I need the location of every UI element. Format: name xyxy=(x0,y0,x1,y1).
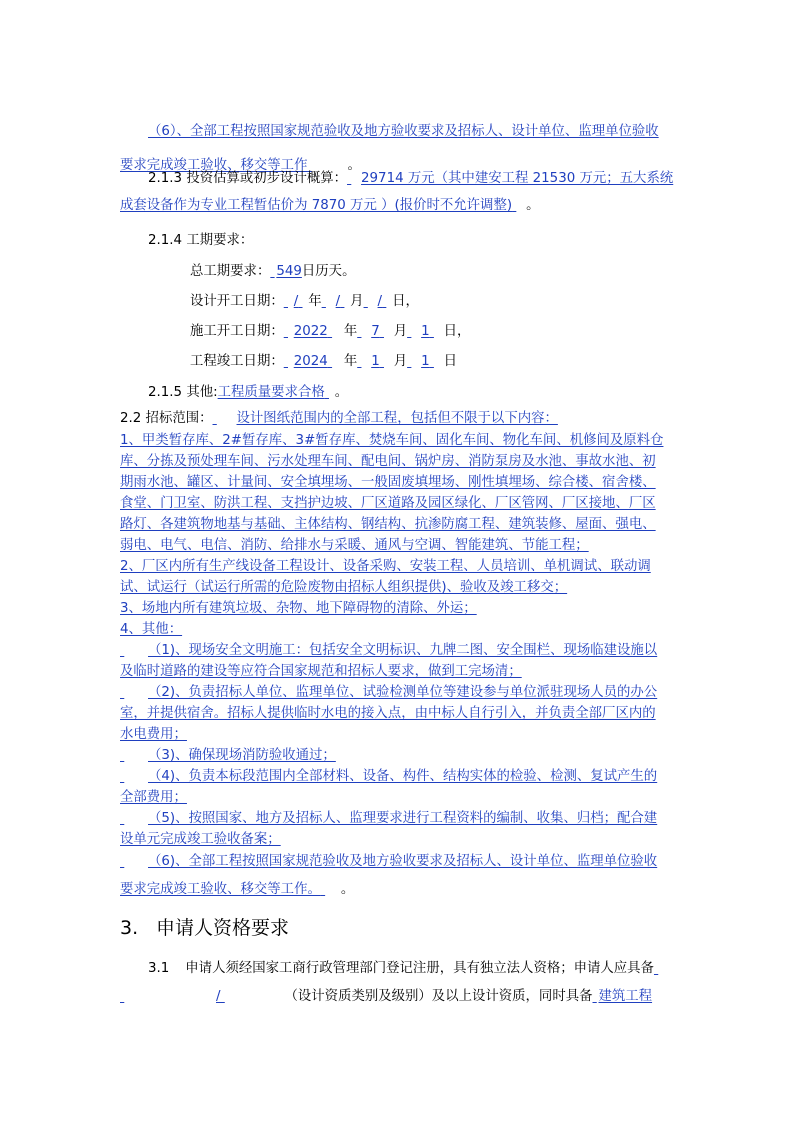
item6-line1: （6）、全部工程按照国家规范验收及地方验收要求及招标人、设计单位、监理单位验收 xyxy=(148,124,659,139)
scope-line-5: 路灯、各建筑物地基与基础、主体结构、钢结构、抗渗防腐工程、建筑装修、屋面、强电、 xyxy=(120,517,656,532)
scope-line-7: 2、厂区内所有生产线设备工程设计、设备采购、安装工程、人员培训、单机调试、联动调 xyxy=(120,559,651,574)
item6-line2: 要求完成竣工验收、移交等工作 。 xyxy=(120,158,361,173)
section-heading xyxy=(120,915,289,941)
scope-line-20: 设单元完成竣工验收备案； xyxy=(120,832,281,847)
scope-label-line: 2.2 招标范围： 设计图纸范围内的全部工程，包括但不限于以下内容： xyxy=(120,411,558,426)
scope-line-9: 3、场地内所有建筑垃圾、杂物、地下障碍物的清除、外运； xyxy=(120,601,477,616)
scope-line-11: （1)、现场安全文明施工：包括安全文明标识、九牌二图、安全围栏、现场临建设施以 xyxy=(148,643,658,658)
scope-line-15: 水电费用； xyxy=(120,727,187,742)
scope-line-13: （2)、负责招标人单位、监理单位、试验检测单位等建设参与单位派驻现场人员的办公 xyxy=(148,685,658,700)
investment-line2: 成套设备作为专业工程暂估价为 7870 万元 ）(报价时不允许调整) 。 xyxy=(120,198,540,213)
investment-line1: 2.1.3 投资估算或初步设计概算： 29714 万元（其中建安工程 21530 万元；五大系统 xyxy=(148,171,674,186)
scope-line-12: 及临时道路的建设等应符合国家规范和招标人要求，做到工完场清； xyxy=(120,664,522,679)
completion-date: 工程竣工日期： 2024 年 1 月 1 日 xyxy=(190,354,458,369)
qualification-line2: / （设计资质类别及级别）及以上设计资质，同时具备 建筑工程 xyxy=(216,989,653,1004)
total-period: 总工期要求： 549日历天。 xyxy=(190,264,356,279)
section-number: 3. xyxy=(120,917,139,939)
scope-line-6: 弱电、电气、电信、消防、给排水与采暖、通风与空调、智能建筑、节能工程； xyxy=(120,538,589,553)
scope-line-18: 全部费用； xyxy=(120,790,187,805)
scope-line-16: （3)、确保现场消防验收通过； xyxy=(148,748,336,763)
scope-line-10: 4、其他： xyxy=(120,622,183,637)
scope-line-22: 要求完成竣工验收、移交等工作。 。 xyxy=(120,882,355,897)
qualification-line1: 3.1 申请人须经国家工商行政管理部门登记注册，具有独立法人资格；申请人应具备 xyxy=(148,961,654,976)
scope-line-17: （4)、负责本标段范围内全部材料、设备、构件、结构实体的检验、检测、复试产生的 xyxy=(148,769,658,784)
construction-start-date: 施工开工日期： 2022 年 7 月 1 日， xyxy=(190,324,471,339)
scope-line-14: 室，并提供宿舍。招标人提供临时水电的接入点，由中标人自行引入，并负责全部厂区内的 xyxy=(120,706,656,721)
scope-line-4: 食堂、门卫室、防洪工程、支挡护边坡、厂区道路及园区绿化、厂区管网、厂区接地、厂区 xyxy=(120,496,656,511)
design-start-date: 设计开工日期： / 年 / 月 / 日， xyxy=(190,294,419,309)
scope-line-1: 1、甲类暂存库、2#暂存库、3#暂存库、焚烧车间、固化车间、物化车间、机修间及原料仓 xyxy=(120,433,664,448)
scope-line-21: （6)、全部工程按照国家规范验收及地方验收要求及招标人、设计单位、监理单位验收 xyxy=(148,854,658,869)
period-label: 2.1.4 工期要求： xyxy=(148,233,254,248)
scope-line-8: 试、试运行（试运行所需的危险废物由招标人组织提供)、验收及竣工移交； xyxy=(120,580,568,595)
section-title: 申请人资格要求 xyxy=(156,917,290,939)
scope-line-2: 库、分拣及预处理车间、污水处理车间、配电间、锅炉房、消防泵房及水池、事故水池、初 xyxy=(120,454,656,469)
scope-line-19: （5)、按照国家、地方及招标人、监理要求进行工程资料的编制、收集、归档；配合建 xyxy=(148,811,658,826)
scope-line-3: 期雨水池、罐区、计量间、安全填埋场、一般固废填埋场、刚性填埋场、综合楼、宿舍楼、 xyxy=(120,475,656,490)
other-requirement: 2.1.5 其他:工程质量要求合格 。 xyxy=(148,385,349,400)
